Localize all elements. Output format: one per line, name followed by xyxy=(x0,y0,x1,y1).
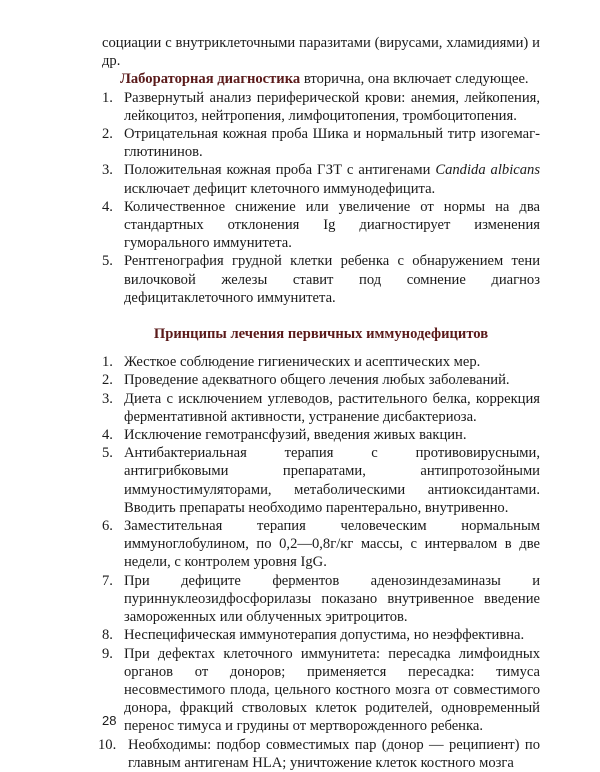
list-item: 5. Антибактериальная терапия с противовирусными, антигрибковыми препаратами, антипротозойными иммуностимуляторами, метаболическими антиоксидантами. Вводить препараты необходимо парентерально, внутривенно. xyxy=(102,445,540,516)
list-item: 4. Исключение гемотрансфузий, введения живых вакцин. xyxy=(102,427,467,444)
list-item: 1. Жесткое соблюдение гигиенических и асептических мер. xyxy=(102,354,481,371)
list-item: 1. Развернутый анализ периферической крови: анемия, лейкопения, лейкоцитоз, нейтропения, лимфоцитопения, тромбоцитопения. xyxy=(102,89,540,124)
list-item: 2. Проведение адекватного общего лечения любых заболеваний. xyxy=(102,372,510,389)
lab-diagnostics-heading: Лабораторная диагностика xyxy=(120,71,301,88)
treatment-list xyxy=(98,353,540,772)
list-item: 9. При дефектах клеточного иммунитета: пересадка лимфоидных органов от доноров; применяется пересадка: тимуса несовместимого плода, цельного костного мозга от совместимого донора, фракций стволовых клеток родителей, одновременный перенос тимуса и грудины от мертворожденного ребенка. xyxy=(102,645,540,735)
list-item: 3. Диета с исключением углеводов, растительного белка, коррекция ферментативной активности, устранение дисбактериоза. xyxy=(102,390,540,425)
intro-paragraph: социации с внутриклеточными паразитами (вирусами, хламидиями) и др. xyxy=(102,35,540,70)
lab-diagnostics-list xyxy=(102,89,540,307)
list-item: 7. При дефиците ферментов аденозиндезаминазы и пуриннуклеозидфосфорилазы показано внутривенное введение замороженных или облученных эритроцитов. xyxy=(102,572,540,626)
species-name: Candida albicans xyxy=(435,162,540,179)
list-item: 5. Рентгенография грудной клетки ребенка с обнаружением тени вилочковой железы ставит под сомнение диагноз дефицитаклеточного иммунитета. xyxy=(102,253,540,306)
section-heading: Принципы лечения первичных иммунодефицитов xyxy=(153,326,489,343)
list-item: 10. Необходимы: подбор совместимых пар (донор — реципиент) по главным антигенам HLA; уничтожение клеток костного мозга xyxy=(98,736,540,771)
list-item: 8. Неспецифическая иммунотерапия допустима, но неэффективна. xyxy=(102,627,525,644)
page-body xyxy=(98,34,540,772)
list-item: 3. Положительная кожная проба ГЗТ с антигенами Candida albicans исключает дефицит клеточного иммунодефицита. xyxy=(102,162,540,197)
lab-diagnostics-text: вторична, она включает следующее. xyxy=(300,71,529,88)
page-number: 28 xyxy=(102,713,117,728)
list-item: 4. Количественное снижение или увеличение от нормы на два стандартных отклонения Ig диагностирует изменения гуморального иммунитета. xyxy=(102,198,540,252)
list-item: 2. Отрицательная кожная проба Шика и нормальный титр изогемаг-глютининов. xyxy=(102,126,540,161)
list-item: 6. Заместительная терапия человеческим нормальным иммуноглобулином, по 0,2—0,8г/кг массы, с интервалом в две недели, с контролем уровня IgG. xyxy=(102,518,540,571)
lab-diagnostics-paragraph xyxy=(102,70,540,88)
